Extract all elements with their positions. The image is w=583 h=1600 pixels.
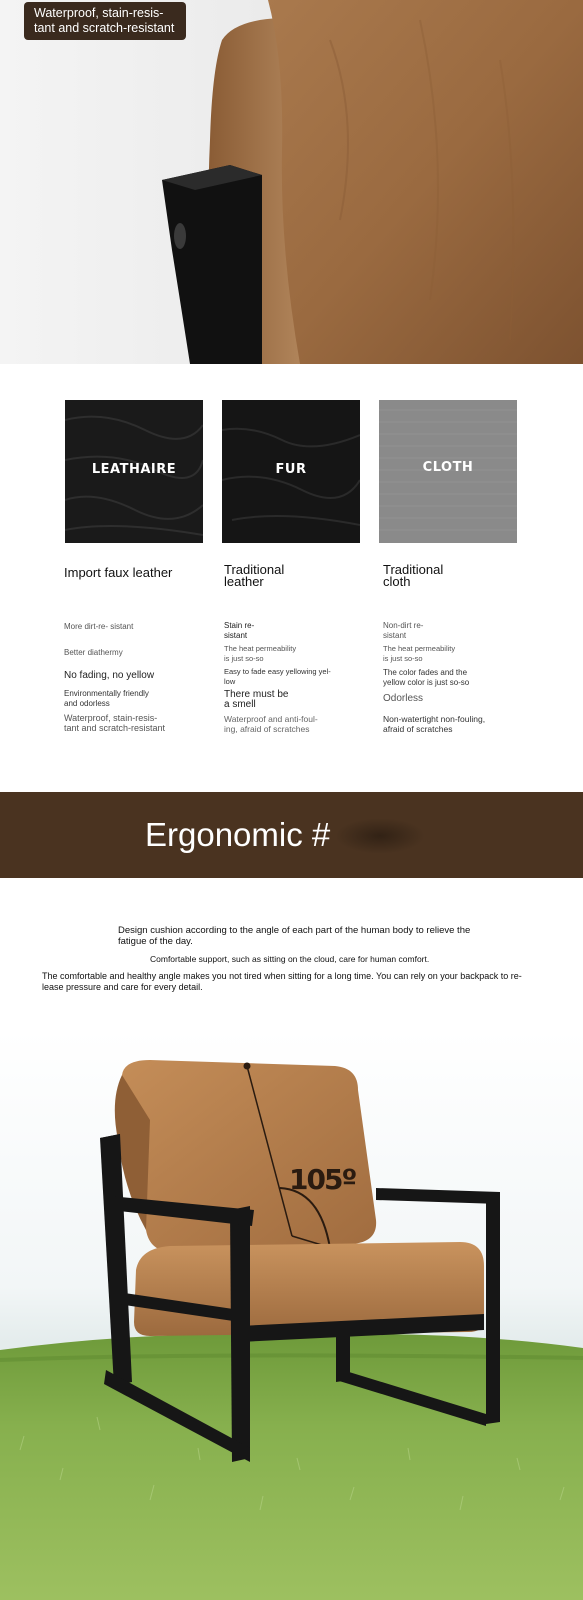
feature-item: Waterproof and anti-foul- ing, afraid of scratches [224, 714, 318, 734]
chair-angle-illustration [0, 1030, 583, 1600]
feature-item: The heat permeability is just so-so [383, 644, 456, 663]
hero-image [0, 0, 583, 364]
description-line-3: The comfortable and healthy angle makes you not tired when sitting for a long time. You can rely on your backpack to re- lease pressure and care for every detail. [42, 971, 522, 992]
swatch-leathaire [65, 400, 203, 543]
column-faux-leather [64, 565, 219, 733]
column-heading: Traditional cloth [383, 562, 444, 589]
hero-feature-tag: Waterproof, stain-resis- tant and scratch-resistant [24, 2, 186, 40]
swatch-fur [222, 400, 360, 543]
feature-item: Waterproof, stain-resis- tant and scratch-resistant [64, 713, 166, 733]
swatch-label-cloth: CLOTH [422, 460, 474, 475]
hero-chair-closeup [0, 0, 583, 364]
feature-item: More dirt-re- sistant [64, 622, 134, 631]
feature-item: Better diathermy [64, 648, 123, 657]
swatch-label-leathaire: LEATHAIRE [91, 462, 177, 477]
banner-decoration [335, 818, 425, 854]
feature-item: Odorless [383, 693, 424, 704]
chair-scene [0, 1030, 583, 1600]
feature-item: There must be a smell [224, 689, 289, 710]
feature-item: The color fades and the yellow color is just so-so [383, 668, 470, 687]
banner-title: Ergonomic # [145, 816, 331, 853]
column-heading: Import faux leather [64, 565, 173, 580]
description-line-2: Comfortable support, such as sitting on the cloud, care for human comfort. [150, 954, 430, 964]
feature-item: Easy to fade easy yellowing yel- low [224, 667, 331, 686]
ergonomic-banner [0, 792, 583, 878]
swatch-label-fur: FUR [275, 462, 307, 477]
feature-item: The heat permeability is just so-so [224, 644, 297, 663]
description-line-1: Design cushion according to the angle of each part of the human body to relieve the fatigue of the day. [118, 925, 471, 947]
feature-item: Stain re- sistant [224, 621, 255, 640]
swatch-cloth [379, 400, 517, 543]
column-traditional-leather [224, 562, 379, 734]
feature-item: Environmentally friendly and odorless [64, 689, 149, 708]
column-heading: Traditional leather [224, 562, 285, 589]
feature-item: Non-dirt re- sistant [383, 621, 424, 640]
angle-label: 105º [289, 1163, 356, 1196]
feature-item: Non-watertight non-fouling, afraid of scratches [383, 714, 486, 734]
column-traditional-cloth [383, 562, 538, 734]
feature-item: No fading, no yellow [64, 670, 155, 681]
